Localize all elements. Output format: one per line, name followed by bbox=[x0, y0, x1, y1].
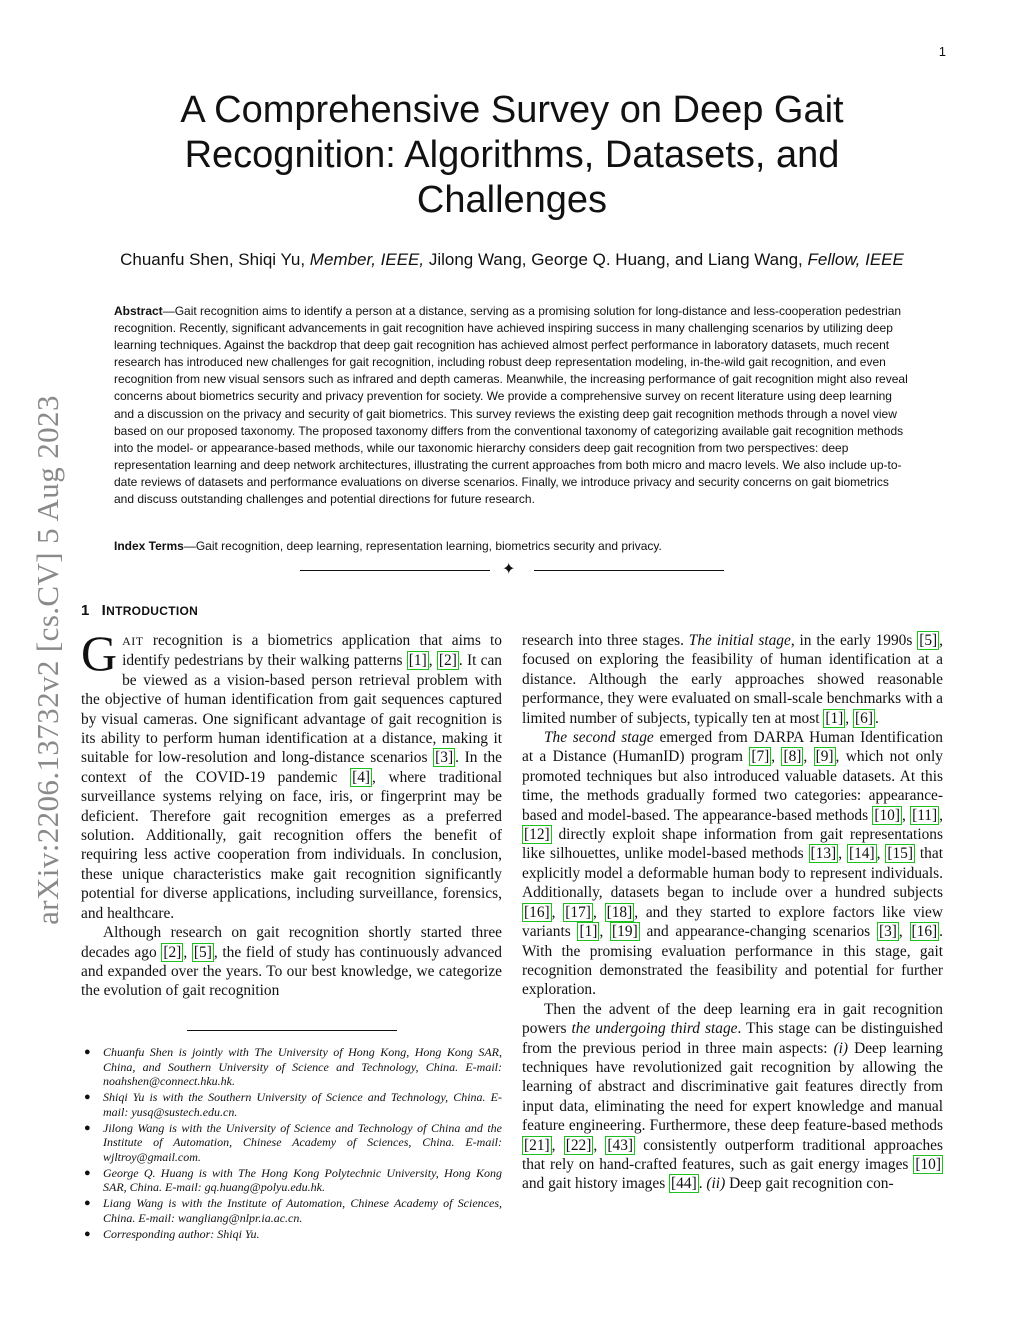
paragraph bbox=[81, 625, 503, 923]
footnote-text: Chuanfu Shen is jointly with The University of Hong Kong, Hong Kong SAR, China, and Southern University of Science and Technology, China. E-mail: noahshen@connect.hku.hk. bbox=[103, 1045, 502, 1088]
text-run: , bbox=[876, 845, 886, 863]
footnote-text: George Q. Huang is with The Hong Kong Polytechnic University, Hong Kong SAR, China. E-mail: gq.huang@polyu.edu.hk. bbox=[103, 1165, 502, 1194]
arxiv-identifier: arXiv:2206.13732v2 [cs.CV] 5 Aug 2023 bbox=[30, 395, 65, 925]
citation-link[interactable]: [4] bbox=[352, 768, 371, 786]
footnote-item bbox=[81, 1166, 502, 1195]
citation-link[interactable]: [1] bbox=[408, 652, 427, 670]
abstract-label: Abstract bbox=[114, 304, 163, 318]
text-run: research into three stages. bbox=[522, 632, 689, 649]
text-run: , bbox=[551, 903, 564, 921]
text-run: , in the early 1990s bbox=[790, 632, 918, 649]
text-run: , and they started to explore factors like view variants bbox=[522, 903, 943, 941]
citation-link[interactable]: [5] bbox=[919, 632, 938, 649]
text-run: , bbox=[428, 652, 437, 670]
paragraph bbox=[522, 728, 943, 1000]
author-names-1: Chuanfu Shen, Shiqi Yu, bbox=[120, 250, 310, 269]
section-heading bbox=[81, 602, 198, 619]
text-run: . bbox=[698, 1175, 707, 1193]
citation-link[interactable]: [7] bbox=[751, 748, 770, 766]
author-role-1: Member, IEEE, bbox=[309, 250, 425, 269]
text-run: , bbox=[599, 923, 611, 941]
index-terms-label: Index Terms bbox=[114, 539, 184, 553]
footnote-item bbox=[81, 1090, 502, 1119]
abstract bbox=[114, 303, 912, 508]
citation-link[interactable]: [2] bbox=[438, 652, 457, 670]
text-run: and appearance-changing scenarios bbox=[639, 923, 877, 941]
citation-link[interactable]: [10] bbox=[874, 806, 900, 824]
citation-link[interactable]: [22] bbox=[565, 1136, 592, 1154]
separator-line-right bbox=[534, 570, 724, 571]
citation-link[interactable]: [9] bbox=[815, 748, 834, 766]
text-run: , bbox=[592, 903, 605, 921]
italic-run: The initial stage bbox=[688, 632, 791, 649]
section-number: 1 bbox=[81, 602, 90, 619]
arxiv-sidebar bbox=[24, 350, 72, 970]
italic-run: (ii) bbox=[706, 1175, 726, 1193]
text-run: . This stage can be distinguished from the previous period in three main aspects: bbox=[522, 1020, 943, 1057]
text-run: . It can be viewed as a vision-based person retrieval problem with the objective of human identification from gait sequences captured by visual cameras. One significant advantage of gait recognition is its ability to perform human identification at a distance, making it suitable for low-resolution and long-distance scenarios bbox=[81, 652, 503, 767]
citation-link[interactable]: [14] bbox=[848, 845, 875, 863]
citation-link[interactable]: [44] bbox=[671, 1175, 697, 1193]
text-run: and gait history images bbox=[522, 1175, 670, 1193]
citation-link[interactable]: [10] bbox=[915, 1155, 941, 1173]
text-run: , bbox=[901, 806, 911, 824]
abstract-text: —Gait recognition aims to identify a person at a distance, serving as a promising solution for long-distance and less-cooperation pedestrian recognition. Recently, significant advancements in gait recognition have achieved inspiring success in many challenging scenarios by utilizing deep learning techniques. Against the backdrop that deep gait recognition has achieved almost perfect performance in laboratory datasets, much recent research has introduced new challenges for gait recognition, including robust deep representation modeling, in-the-wild gait recognition, and even recognition from new visual sensors such as infrared and depth cameras. Meanwhile, the increasing performance of gait recognition might also reveal concerns about biometrics security and privacy prevention for society. We provide a comprehensive survey on recent literature using deep learning and a discussion on the privacy and security of gait biometrics. This survey reviews the existing deep gait recognition methods through a novel view based on our proposed taxonomy. The proposed taxonomy differs from the conventional taxonomy of categorizing available gait recognition methods into the model- or appearance-based methods, while our taxonomic hierarchy considers deep gait recognition from two perspectives: deep representation learning and deep network architectures, illustrating the current approaches from both micro and macro levels. We also include up-to-date reviews of datasets and performance evaluations on diverse scenarios. Finally, we introduce privacy and security concerns on gait biometrics and discuss outstanding challenges and potential directions for future research. bbox=[114, 304, 908, 507]
author-role-2: Fellow, IEEE bbox=[807, 250, 904, 269]
section-title-initial: I bbox=[101, 602, 107, 619]
text-run: , where traditional surveillance systems relying on face, iris, or fingerprint may be deficient. Therefore gait recognition emerges as a preferred solution. Additionally, gait recognition offers the benefit of requiring less active cooperation from individuals. In conclusion, these unique characteristics make gait recognition significantly potential for diverse applications, including surveillance, forensics, and healthcare. bbox=[81, 768, 502, 922]
paragraph bbox=[522, 1000, 943, 1194]
footnote-item bbox=[81, 1196, 502, 1225]
citation-link[interactable]: [6] bbox=[855, 709, 873, 727]
citation-link[interactable]: [21] bbox=[524, 1136, 550, 1154]
author-names-2: Jilong Wang, George Q. Huang, and Liang Wang, bbox=[424, 250, 808, 269]
bullet-icon: ● bbox=[84, 1121, 91, 1134]
text-run: , bbox=[593, 1136, 606, 1154]
citation-link[interactable]: [1] bbox=[825, 709, 844, 727]
citation-link[interactable]: [11] bbox=[912, 806, 938, 824]
footnote-item bbox=[81, 1121, 502, 1165]
citation-link[interactable]: [43] bbox=[607, 1136, 634, 1154]
footnote-text: Jilong Wang is with the University of Science and Technology of China and the Institute of Automation, Chinese Academy of Sciences, China. E-mail: wjltroy@gmail.com. bbox=[103, 1120, 502, 1164]
citation-link[interactable]: [19] bbox=[612, 923, 638, 941]
text-run: Then the advent of the deep learning era in gait recognition powers bbox=[522, 1000, 943, 1038]
footnote-item bbox=[81, 1045, 502, 1089]
bullet-icon: ● bbox=[84, 1166, 91, 1179]
text-run: recognition is a biometrics application that aims to identify pedestrians by their walking patterns bbox=[122, 632, 502, 670]
text-run: emerged from DARPA Human Identification at a Distance (HumanID) program bbox=[522, 729, 943, 766]
text-run: , bbox=[551, 1136, 564, 1154]
text-run: , focused on exploring the feasibility of human identification at a distance. Although the early approaches showed reasonable performance, they were evaluated on small-scale benchmarks with a limited number of subjects, typically ten at most bbox=[522, 632, 944, 727]
page-number: 1 bbox=[938, 44, 946, 59]
citation-link[interactable]: [12] bbox=[524, 826, 550, 844]
index-terms-text: —Gait recognition, deep learning, representation learning, biometrics security and privacy. bbox=[183, 539, 662, 553]
paragraph bbox=[81, 923, 502, 1001]
text-run: , bbox=[898, 923, 910, 941]
author-list bbox=[60, 248, 964, 272]
diamond-icon: ✦ bbox=[502, 561, 516, 578]
citation-link[interactable]: [17] bbox=[565, 903, 591, 921]
bullet-icon: ● bbox=[84, 1046, 91, 1058]
italic-run: (i) bbox=[833, 1039, 849, 1057]
drop-cap: G bbox=[81, 625, 118, 681]
text-run: , bbox=[771, 748, 782, 766]
citation-link[interactable]: [13] bbox=[810, 845, 837, 863]
text-run: , bbox=[939, 806, 943, 824]
text-run: Although research on gait recognition shortly started three decades ago bbox=[81, 924, 502, 961]
footnote-text: Shiqi Yu is with the Southern University of Science and Technology, China. E-mail: yusq@sustech.edu.cn. bbox=[103, 1090, 502, 1119]
text-run: , which not only promoted techniques but also introduced valuable datasets. At this time, the methods gradually formed two categories: appearance-based and model-based. The appearance-based methods bbox=[522, 748, 943, 824]
citation-link[interactable]: [8] bbox=[783, 748, 802, 766]
paragraph bbox=[522, 631, 943, 728]
footnote-text: Liang Wang is with the Institute of Automation, Chinese Academy of Sciences, China. E-mail: wangliang@nlpr.ia.ac.cn. bbox=[103, 1196, 502, 1225]
section-title-rest: NTRODUCTION bbox=[106, 604, 199, 618]
citation-link[interactable]: [15] bbox=[887, 845, 913, 863]
separator-line-left bbox=[300, 570, 490, 571]
footnote-item bbox=[81, 1227, 502, 1242]
left-column bbox=[81, 625, 503, 1001]
section-separator bbox=[300, 562, 724, 578]
text-run: directly exploit shape information from gait representations like silhouettes, unlike model-based methods bbox=[522, 826, 943, 863]
text-run: that explicitly model a deformable human body to represent individuals. Additionally, datasets began to include over a hundred subjects bbox=[522, 845, 943, 902]
citation-link[interactable]: [3] bbox=[435, 749, 454, 767]
paper-title: A Comprehensive Survey on Deep Gait Recognition: Algorithms, Datasets, and Challenges bbox=[180, 89, 844, 221]
text-run: Deep learning techniques have revolutionized gait recognition by allowing the learning of abstract and discriminative gait features directly from input data, eliminating the need for expert knowledge and manual feature engineering. Furthermore, these deep feature-based methods bbox=[522, 1039, 944, 1135]
footnote-rule bbox=[187, 1030, 397, 1031]
text-run: , bbox=[183, 943, 192, 961]
citation-link[interactable]: [3] bbox=[878, 923, 897, 941]
citation-link[interactable]: [18] bbox=[606, 903, 633, 921]
citation-link[interactable]: [16] bbox=[911, 923, 938, 941]
citation-link[interactable]: [16] bbox=[524, 903, 550, 921]
italic-run: the undergoing third stage bbox=[571, 1020, 738, 1038]
italic-run: The second stage bbox=[544, 729, 654, 747]
citation-link[interactable]: [5] bbox=[193, 943, 212, 961]
bullet-icon: ● bbox=[84, 1197, 91, 1209]
footnote-text: Corresponding author: Shiqi Yu. bbox=[103, 1226, 260, 1241]
text-run: , bbox=[838, 845, 847, 863]
text-run: consistently outperform traditional approaches that rely on hand-crafted features, such as gait energy images bbox=[522, 1136, 943, 1173]
citation-link[interactable]: [1] bbox=[579, 923, 598, 941]
text-run: , bbox=[845, 709, 853, 727]
text-run: . bbox=[874, 709, 879, 727]
text-run: Deep gait recognition con- bbox=[725, 1175, 894, 1193]
text-run: . With the promising evaluation performance in this stage, gait recognition demonstrated the feasibility and potential for further exploration. bbox=[522, 923, 944, 999]
text-run: , the field of study has continuously advanced and expanded over the years. To our best knowledge, we categorize the evolution of gait recognition bbox=[81, 943, 502, 1000]
bullet-icon: ● bbox=[84, 1227, 91, 1240]
footnotes bbox=[81, 1045, 502, 1243]
citation-link[interactable]: [2] bbox=[163, 943, 182, 961]
text-run: . In the context of the COVID-19 pandemic bbox=[81, 749, 502, 786]
index-terms bbox=[114, 538, 912, 555]
bullet-icon: ● bbox=[84, 1091, 91, 1103]
text-run: , bbox=[803, 748, 814, 766]
small-caps-word: AIT bbox=[122, 634, 144, 648]
right-column bbox=[522, 631, 943, 1194]
